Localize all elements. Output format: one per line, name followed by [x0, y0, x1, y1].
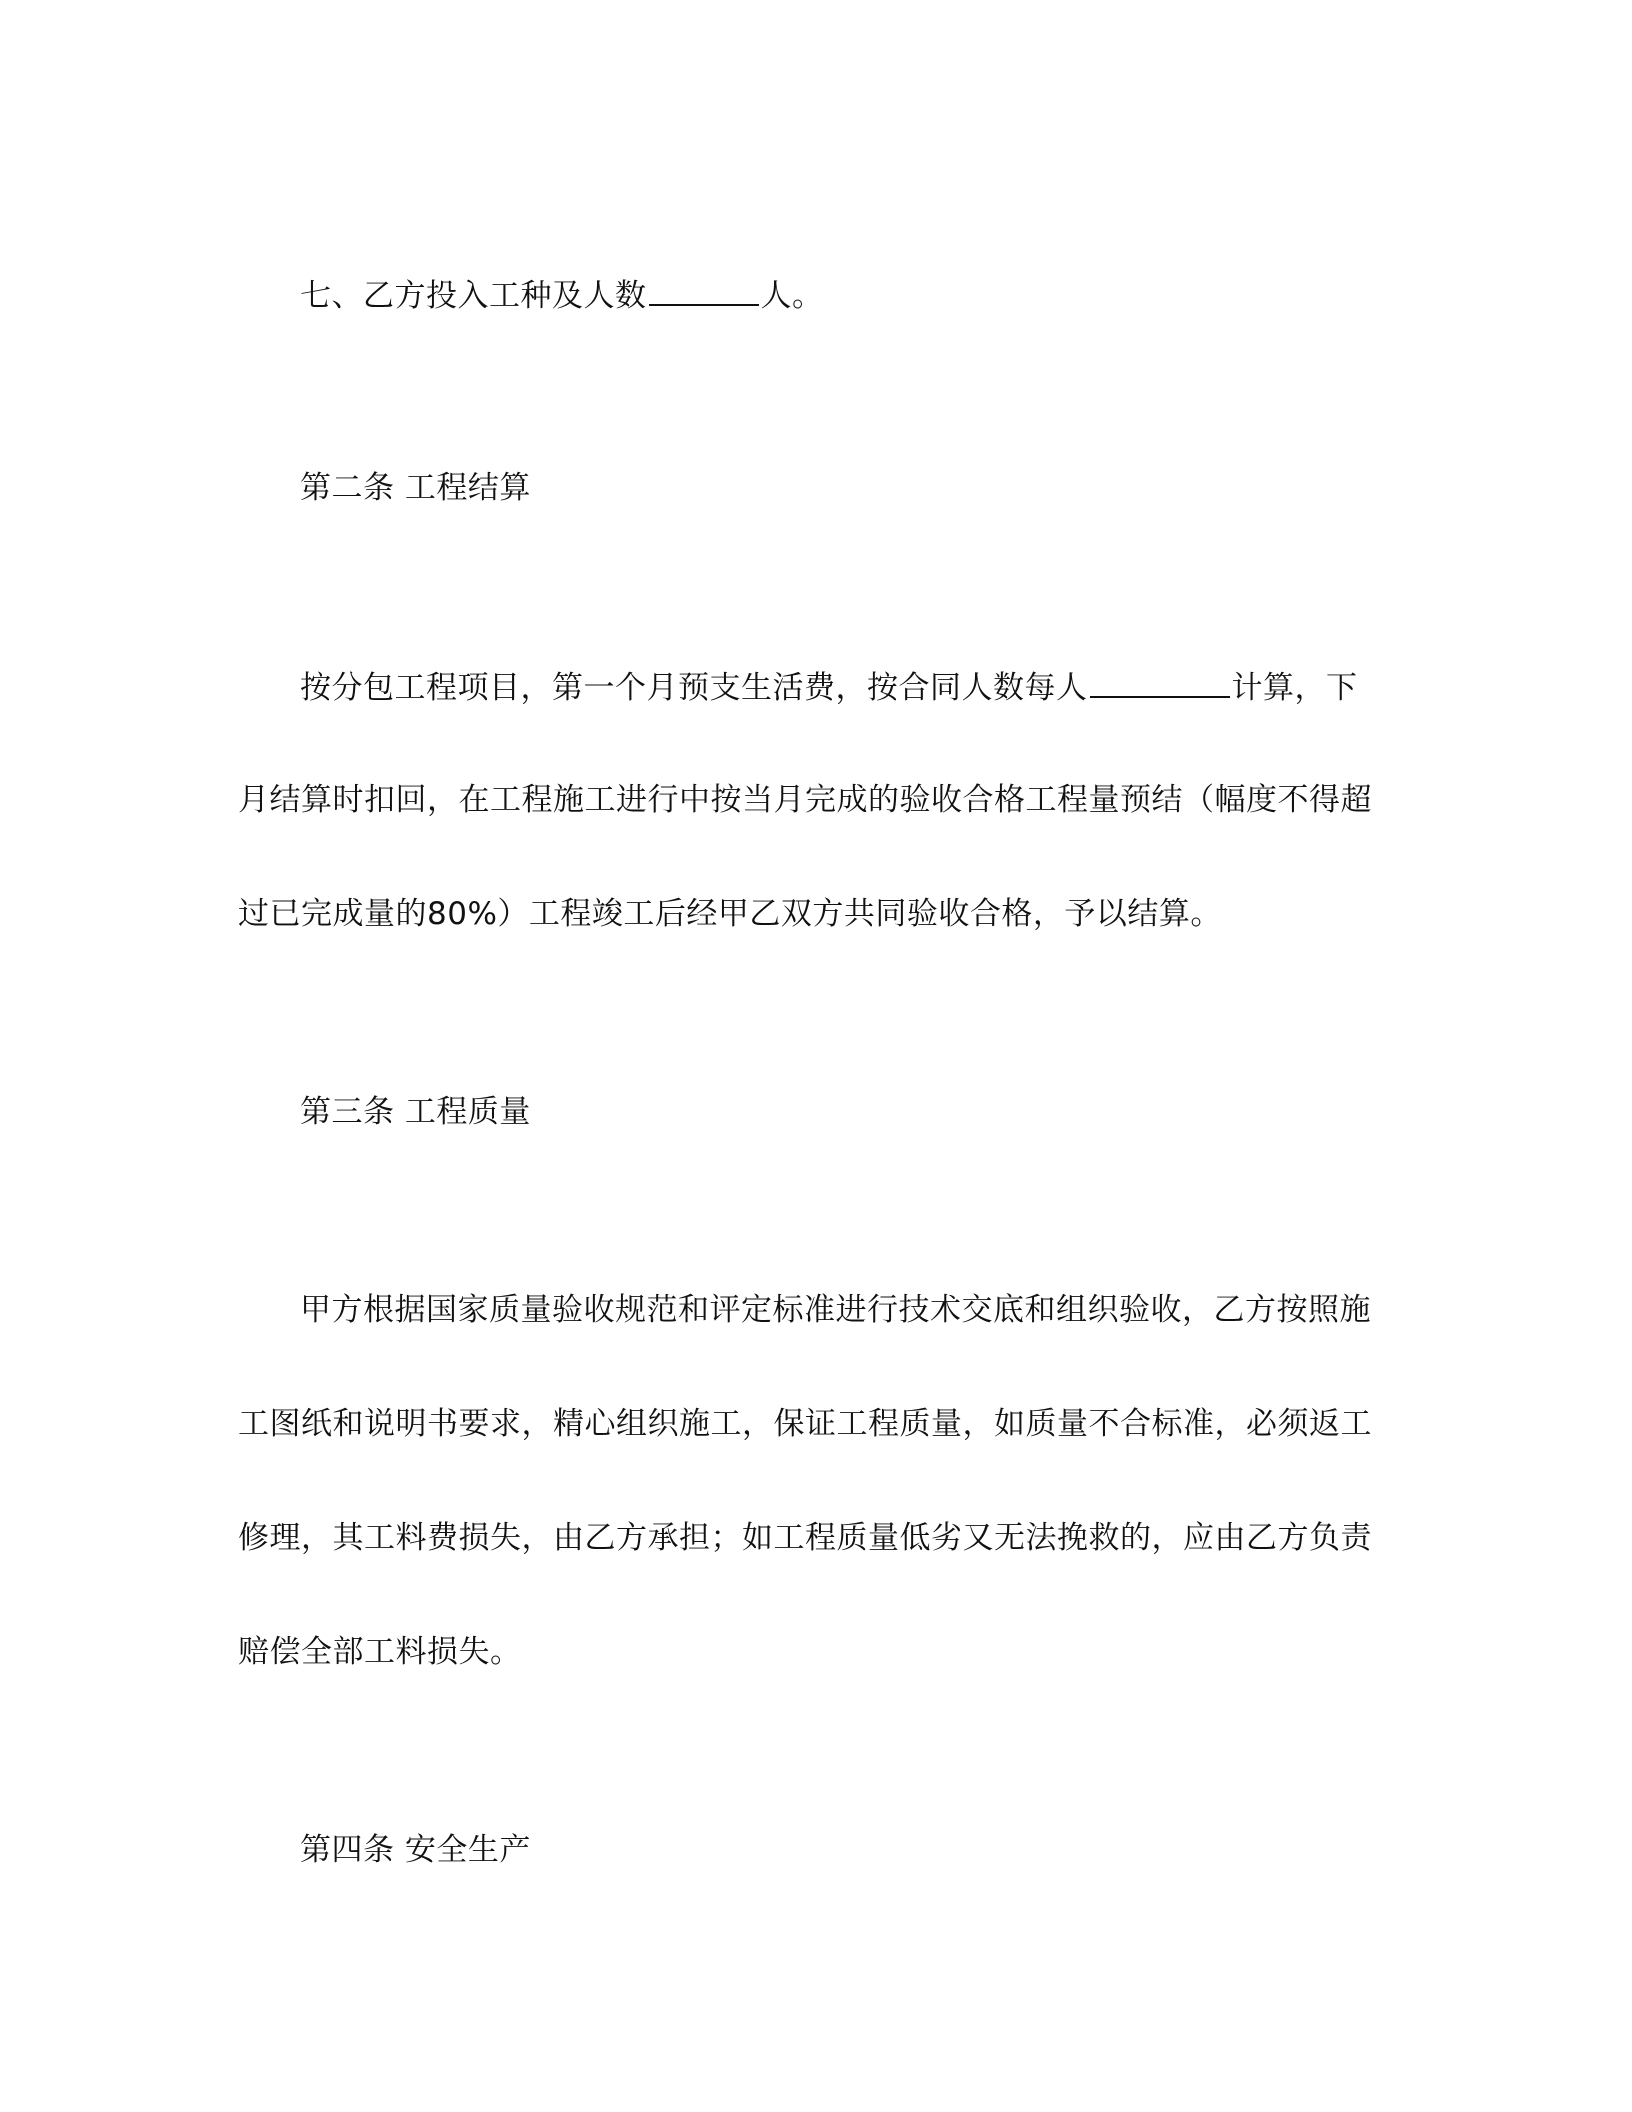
article-2-line-3: 过已完成量的80%）工程竣工后经甲乙双方共同验收合格，予以结算。 — [238, 896, 1222, 932]
article-3-heading: 第三条 工程质量 — [300, 1094, 531, 1130]
article-3-line-1: 甲方根据国家质量验收规范和评定标准进行技术交底和组织验收，乙方按照施 — [300, 1292, 1371, 1328]
item-7-suffix: 人。 — [760, 278, 824, 314]
worker-count-blank — [649, 274, 759, 306]
item-7-line — [300, 274, 824, 316]
article-2-line-2: 月结算时扣回，在工程施工进行中按当月完成的验收合格工程量预结（幅度不得超 — [238, 782, 1372, 818]
article-3-line-4: 赔偿全部工料损失。 — [238, 1634, 522, 1670]
article-3-line-2: 工图纸和说明书要求，精心组织施工，保证工程质量，如质量不合标准，必须返工 — [238, 1406, 1372, 1442]
article-2-heading: 第二条 工程结算 — [300, 470, 531, 506]
article-4-heading: 第四条 安全生产 — [300, 1832, 531, 1868]
article-2-line-1-suffix: 计算，下 — [1231, 670, 1358, 706]
item-7-text: 七、乙方投入工种及人数 — [300, 278, 647, 314]
living-allowance-blank — [1090, 666, 1230, 698]
article-2-line-1 — [300, 666, 1358, 708]
article-3-line-3: 修理，其工料费损失，由乙方承担；如工程质量低劣又无法挽救的，应由乙方负责 — [238, 1520, 1372, 1556]
article-2-line-1-text: 按分包工程项目，第一个月预支生活费，按合同人数每人 — [300, 670, 1088, 706]
